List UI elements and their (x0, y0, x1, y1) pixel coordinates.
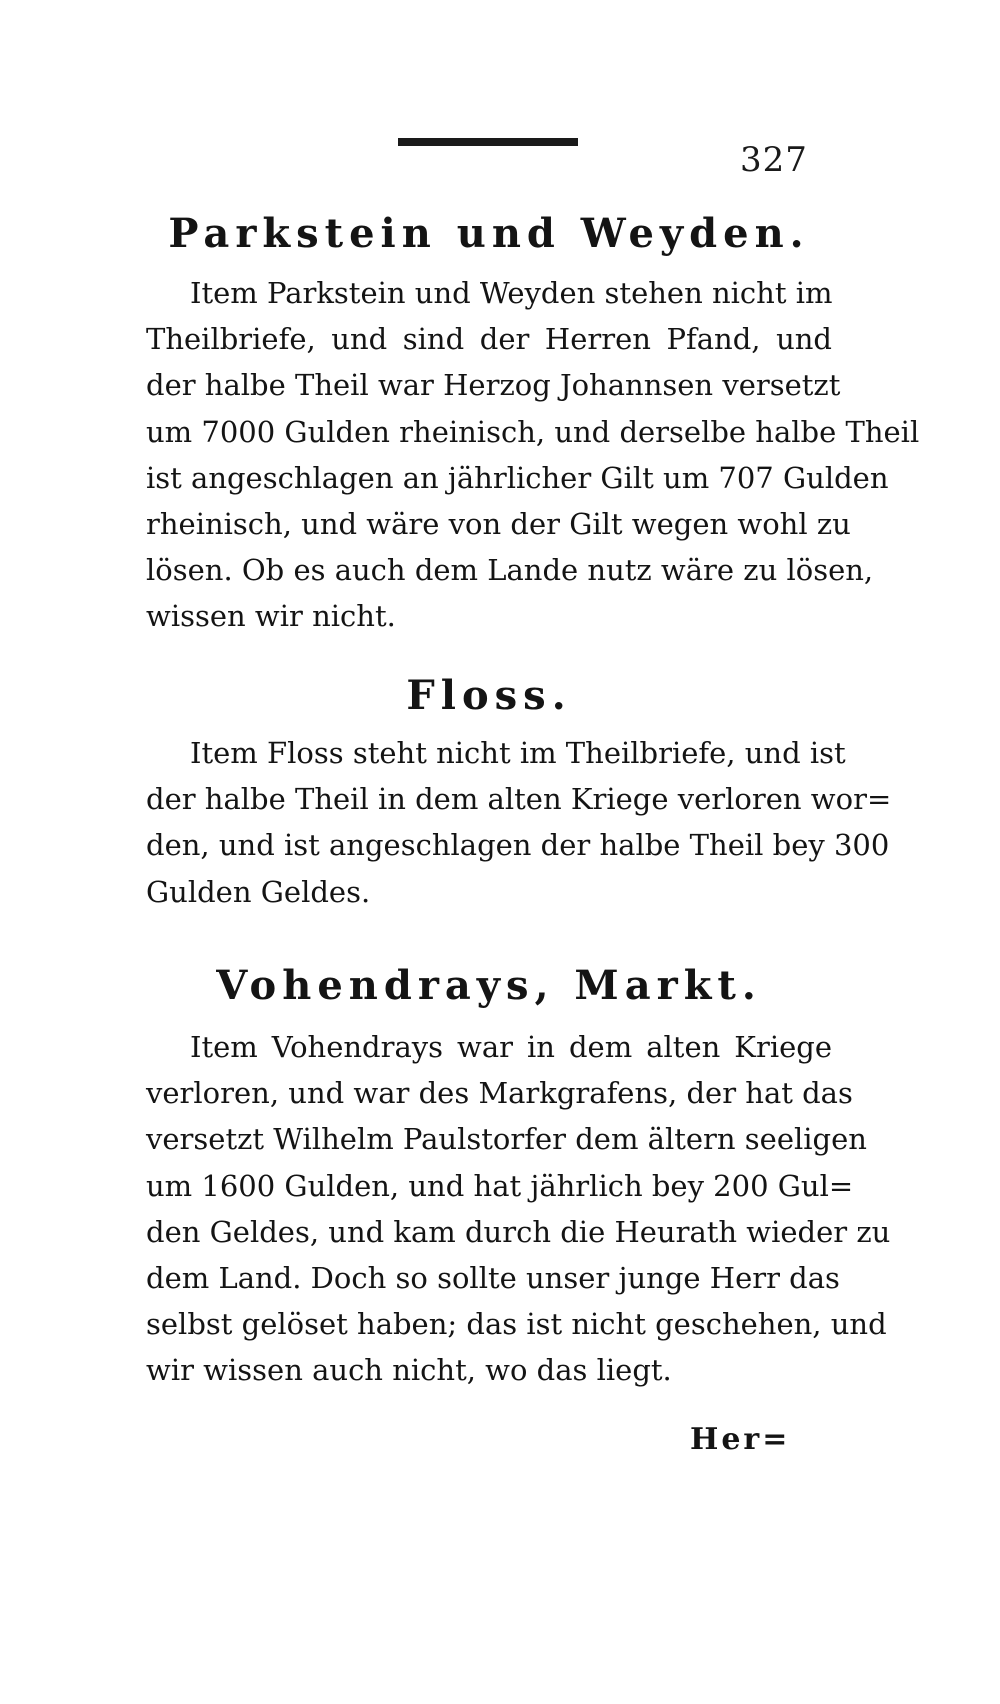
section-title: Parkstein und Weyden. (168, 210, 810, 257)
text-line: dem Land. Doch so sollte unser junge Herr das (146, 1260, 840, 1295)
text-line: Item Vohendrays war in dem alten Kriege (190, 1030, 832, 1064)
text-line: rheinisch, und wäre von der Gilt wegen wohl zu (146, 506, 851, 541)
header-rule (398, 138, 578, 146)
text-line: der halbe Theil in dem alten Kriege verloren wor= (146, 782, 892, 817)
text-line: Item Floss steht nicht im Theilbriefe, und ist (190, 736, 846, 770)
text-line: wissen wir nicht. (146, 599, 396, 634)
section-body (146, 270, 920, 640)
text-line: um 1600 Gulden, und hat jährlich bey 200 Gul= (146, 1168, 854, 1203)
text-line: Theilbriefe, und sind der Herren Pfand, und (146, 322, 832, 357)
section-floss (146, 668, 892, 915)
text-line: Item Parkstein und Weyden stehen nicht im (190, 276, 833, 310)
text-line: den, und ist angeschlagen der halbe Theil bey 300 (146, 828, 890, 863)
section-body (146, 730, 892, 915)
section-vohendrays (146, 958, 891, 1394)
section-title: Floss. (406, 672, 572, 719)
text-line: den Geldes, und kam durch die Heurath wieder zu (146, 1214, 891, 1249)
catchword: Her= (690, 1422, 791, 1457)
page-number: 327 (740, 140, 808, 180)
section-parkstein (146, 206, 920, 640)
text-line: lösen. Ob es auch dem Lande nutz wäre zu lösen, (146, 553, 874, 588)
text-line: ist angeschlagen an jährlicher Gilt um 707 Gulden (146, 460, 889, 495)
text-line: der halbe Theil war Herzog Johannsen versetzt (146, 368, 841, 403)
section-title: Vohendrays, Markt. (216, 962, 762, 1009)
text-line: selbst gelöset haben; das ist nicht geschehen, und (146, 1307, 887, 1342)
text-line: Gulden Geldes. (146, 874, 371, 909)
text-line: verloren, und war des Markgrafens, der hat das (146, 1076, 853, 1111)
text-line: versetzt Wilhelm Paulstorfer dem ältern seeligen (146, 1122, 867, 1157)
section-body (146, 1024, 891, 1394)
text-line: wir wissen auch nicht, wo das liegt. (146, 1353, 672, 1388)
text-line: um 7000 Gulden rheinisch, und derselbe halbe Theil (146, 414, 920, 449)
